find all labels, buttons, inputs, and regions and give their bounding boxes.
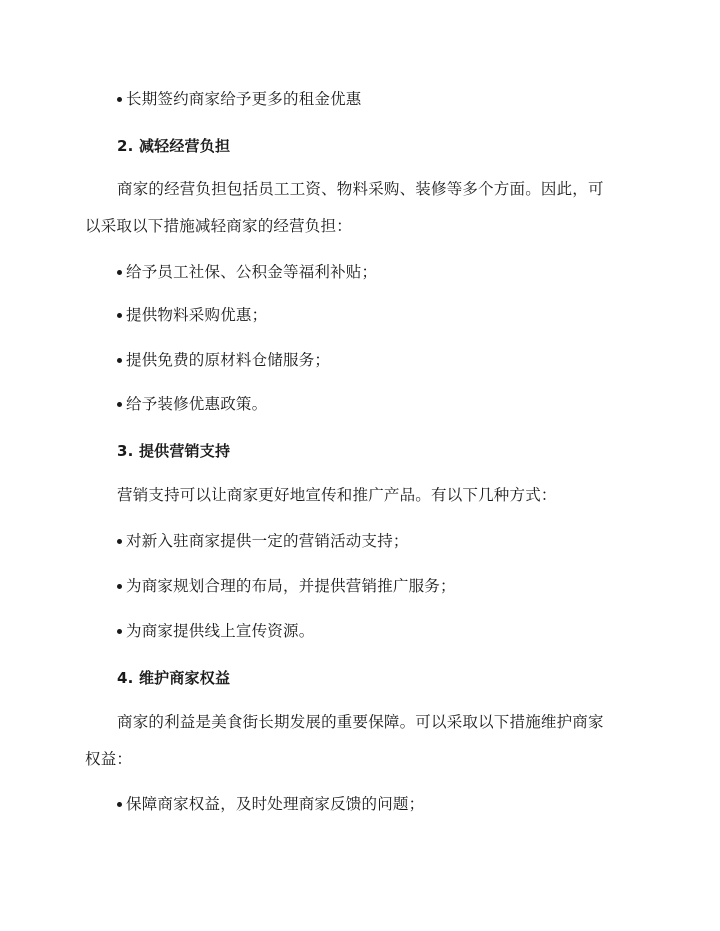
paragraph-text: 以采取以下措施减轻商家的经营负担： (85, 217, 352, 235)
section-heading (117, 136, 230, 156)
paragraph-line (85, 749, 132, 769)
section-heading-text: 2. 减轻经营负担 (117, 137, 231, 155)
paragraph-line (117, 485, 557, 505)
bullet-icon (117, 539, 122, 544)
list-item-text: 保障商家权益，及时处理商家反馈的问题； (126, 795, 425, 813)
bullet-icon (117, 629, 122, 634)
section-heading (117, 441, 230, 461)
list-item (117, 89, 362, 109)
paragraph-text: 商家的经营负担包括员工工资、物料采购、装修等多个方面。因此，可 (117, 180, 604, 198)
paragraph-text: 权益： (85, 750, 133, 768)
bullet-icon (117, 270, 122, 275)
list-item (117, 794, 424, 814)
section-heading-text: 3. 提供营销支持 (117, 442, 231, 460)
paragraph-line (117, 179, 604, 199)
bullet-icon (117, 97, 122, 102)
list-item-text: 提供物料采购优惠； (126, 306, 268, 324)
list-item-text: 提供免费的原材料仓储服务； (126, 351, 331, 369)
list-item (117, 394, 267, 414)
list-item (117, 262, 377, 282)
section-heading (117, 668, 230, 688)
list-item-text: 对新入驻商家提供一定的营销活动支持； (126, 532, 409, 550)
list-item-text: 长期签约商家给予更多的租金优惠 (126, 90, 362, 108)
paragraph-line (117, 712, 604, 732)
list-item-text: 为商家提供线上宣传资源。 (126, 622, 315, 640)
list-item-text: 为商家规划合理的布局，并提供营销推广服务； (126, 577, 456, 595)
bullet-icon (117, 402, 122, 407)
paragraph-line (85, 216, 352, 236)
section-heading-text: 4. 维护商家权益 (117, 669, 231, 687)
bullet-icon (117, 584, 122, 589)
list-item-text: 给予员工社保、公积金等福利补贴； (126, 263, 378, 281)
list-item (117, 621, 314, 641)
list-item (117, 531, 409, 551)
bullet-icon (117, 313, 122, 318)
list-item-text: 给予装修优惠政策。 (126, 395, 268, 413)
bullet-icon (117, 358, 122, 363)
list-item (117, 576, 456, 596)
list-item (117, 305, 267, 325)
paragraph-text: 营销支持可以让商家更好地宣传和推广产品。有以下几种方式： (117, 486, 557, 504)
list-item (117, 350, 330, 370)
paragraph-text: 商家的利益是美食街长期发展的重要保障。可以采取以下措施维护商家 (117, 713, 604, 731)
bullet-icon (117, 802, 122, 807)
